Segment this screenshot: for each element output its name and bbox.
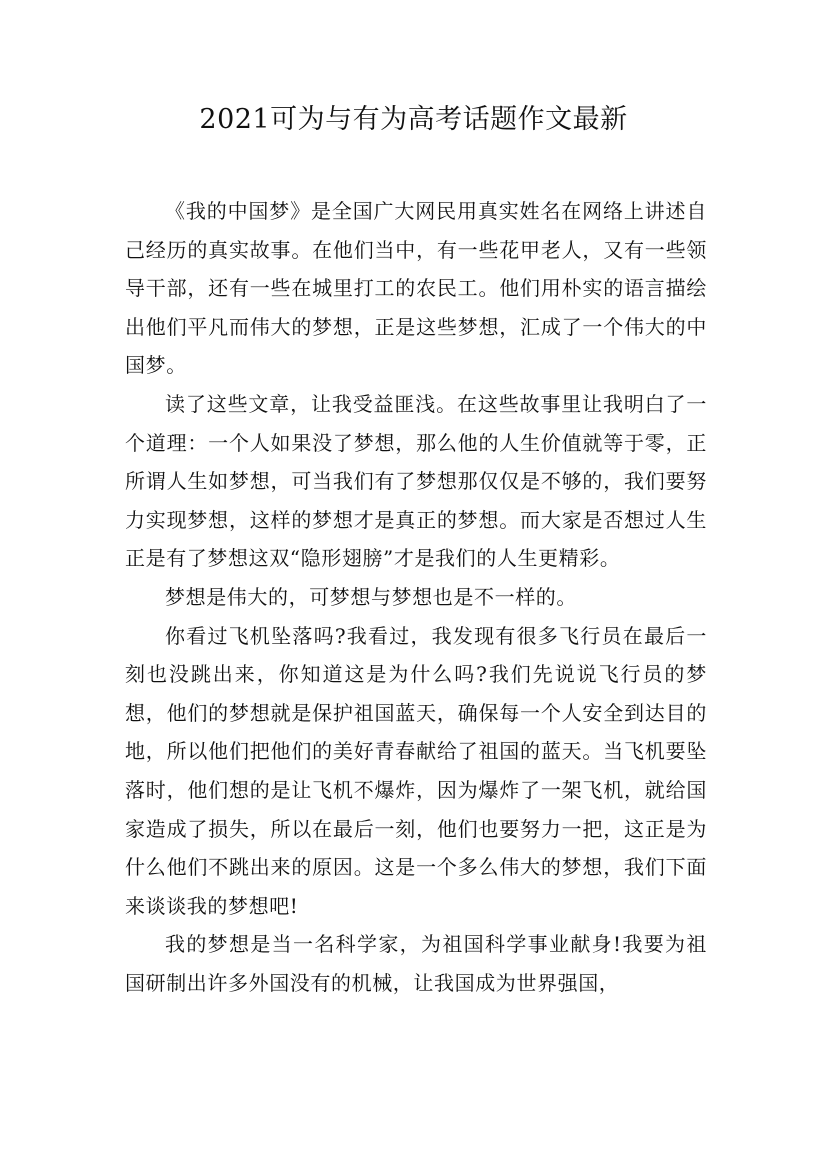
paragraph: 你看过飞机坠落吗?我看过，我发现有很多飞行员在最后一刻也没跳出来，你知道这是为什么吗?我们先说说飞行员的梦想，他们的梦想就是保护祖国蓝天，确保每一个人安全到达目的地，所以他们把他们的美好青春献给了祖国的蓝天。当飞机要坠落时，他们想的是让飞机不爆炸，因为爆炸了一架飞机，就给国家造成了损失，所以在最后一刻，他们也要努力一把，这正是为什么他们不跳出来的原因。这是一个多么伟大的梦想，我们下面来谈谈我的梦想吧! bbox=[125, 623, 707, 918]
document-body bbox=[125, 192, 707, 1002]
paragraph: 梦想是伟大的，可梦想与梦想也是不一样的。 bbox=[165, 584, 577, 609]
paragraph: 《我的中国梦》是全国广大网民用真实姓名在网络上讲述自己经历的真实故事。在他们当中，有一些花甲老人，又有一些领导干部，还有一些在城里打工的农民工。他们用朴实的语言描绘出他们平凡而伟大的梦想，正是这些梦想，汇成了一个伟大的中国梦。 bbox=[125, 199, 707, 378]
document-title: 2021可为与有为高考话题作文最新 bbox=[199, 104, 628, 135]
paragraph: 读了这些文章，让我受益匪浅。在这些故事里让我明白了一个道理：一个人如果没了梦想，那么他的人生价值就等于零，正所谓人生如梦想，可当我们有了梦想那仅仅是不够的，我们要努力实现梦想，这样的梦想才是真正的梦想。而大家是否想过人生正是有了梦想这双“隐形翅膀”才是我们的人生更精彩。 bbox=[125, 391, 707, 571]
paragraph: 我的梦想是当一名科学家，为祖国科学事业献身!我要为祖国研制出许多外国没有的机械，让我国成为世界强国， bbox=[125, 932, 707, 995]
